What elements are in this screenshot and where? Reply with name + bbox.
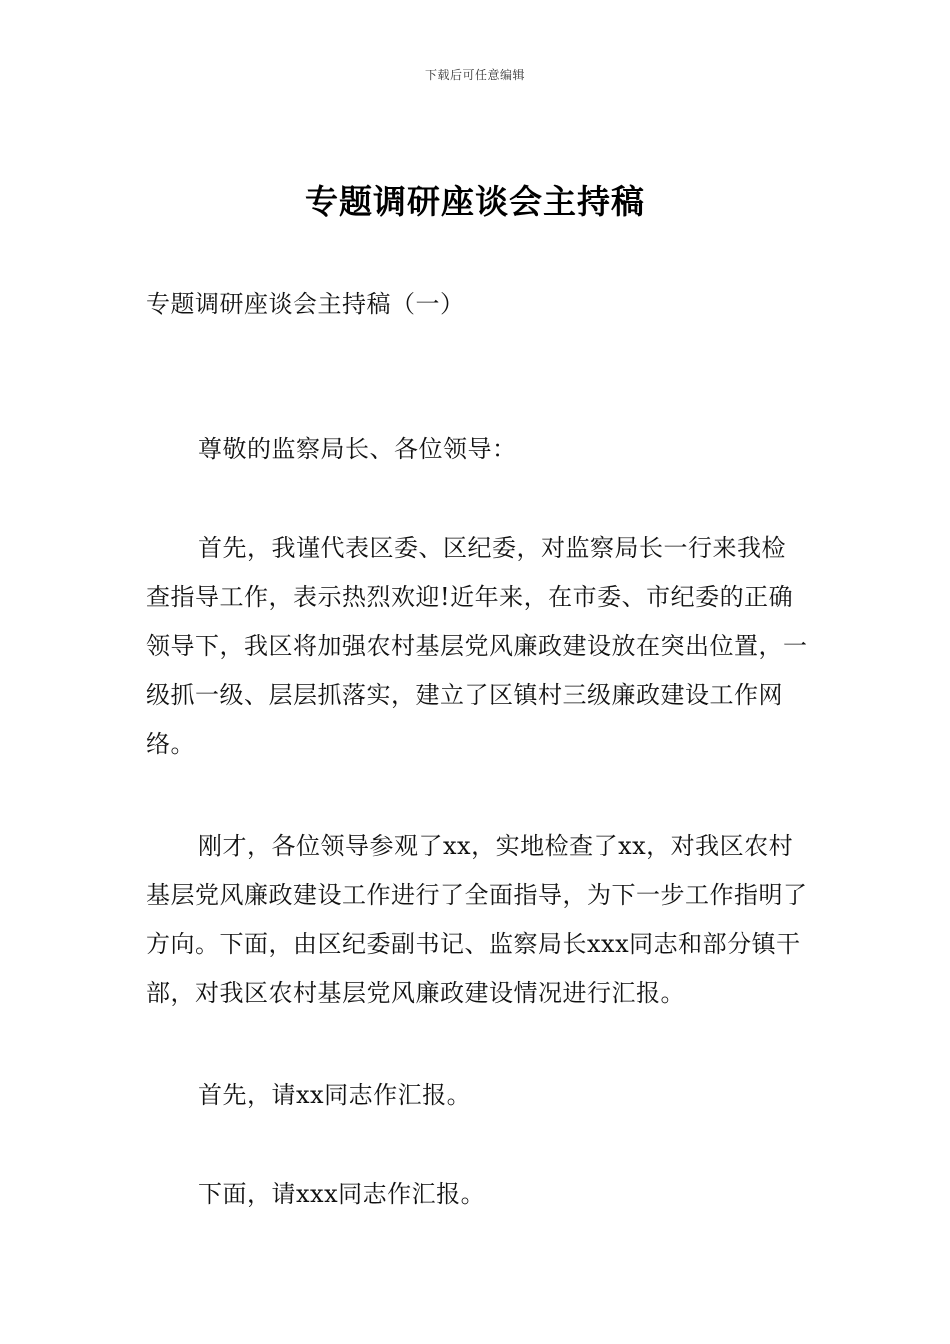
paragraph: 首先，请xx同志作汇报。 xyxy=(198,1081,472,1109)
paragraph: 下面，请xxx同志作汇报。 xyxy=(198,1180,486,1208)
document-title: 专题调研座谈会主持稿 xyxy=(305,182,645,221)
paragraph: 首先，我谨代表区委、区纪委，对监察局长一行来我检查指导工作，表示热烈欢迎!近年来，在市委、市纪委的正确领导下，我区将加强农村基层党风廉政建设放在突出位置，一级抓一级、层层抓落实，建立了区镇村三级廉政建设工作网络。 xyxy=(146,534,808,758)
salutation: 尊敬的监察局长、各位领导： xyxy=(198,435,517,463)
header-note: 下载后可任意编辑 xyxy=(424,68,525,82)
paragraph: 刚才，各位领导参观了xx，实地检查了xx，对我区农村基层党风廉政建设工作进行了全面指导，为下一步工作指明了方向。下面，由区纪委副书记、监察局长xxx同志和部分镇干部，对我区农村基层党风廉政建设情况进行汇报。 xyxy=(146,832,808,1007)
document-subtitle: 专题调研座谈会主持稿（一） xyxy=(146,290,465,318)
